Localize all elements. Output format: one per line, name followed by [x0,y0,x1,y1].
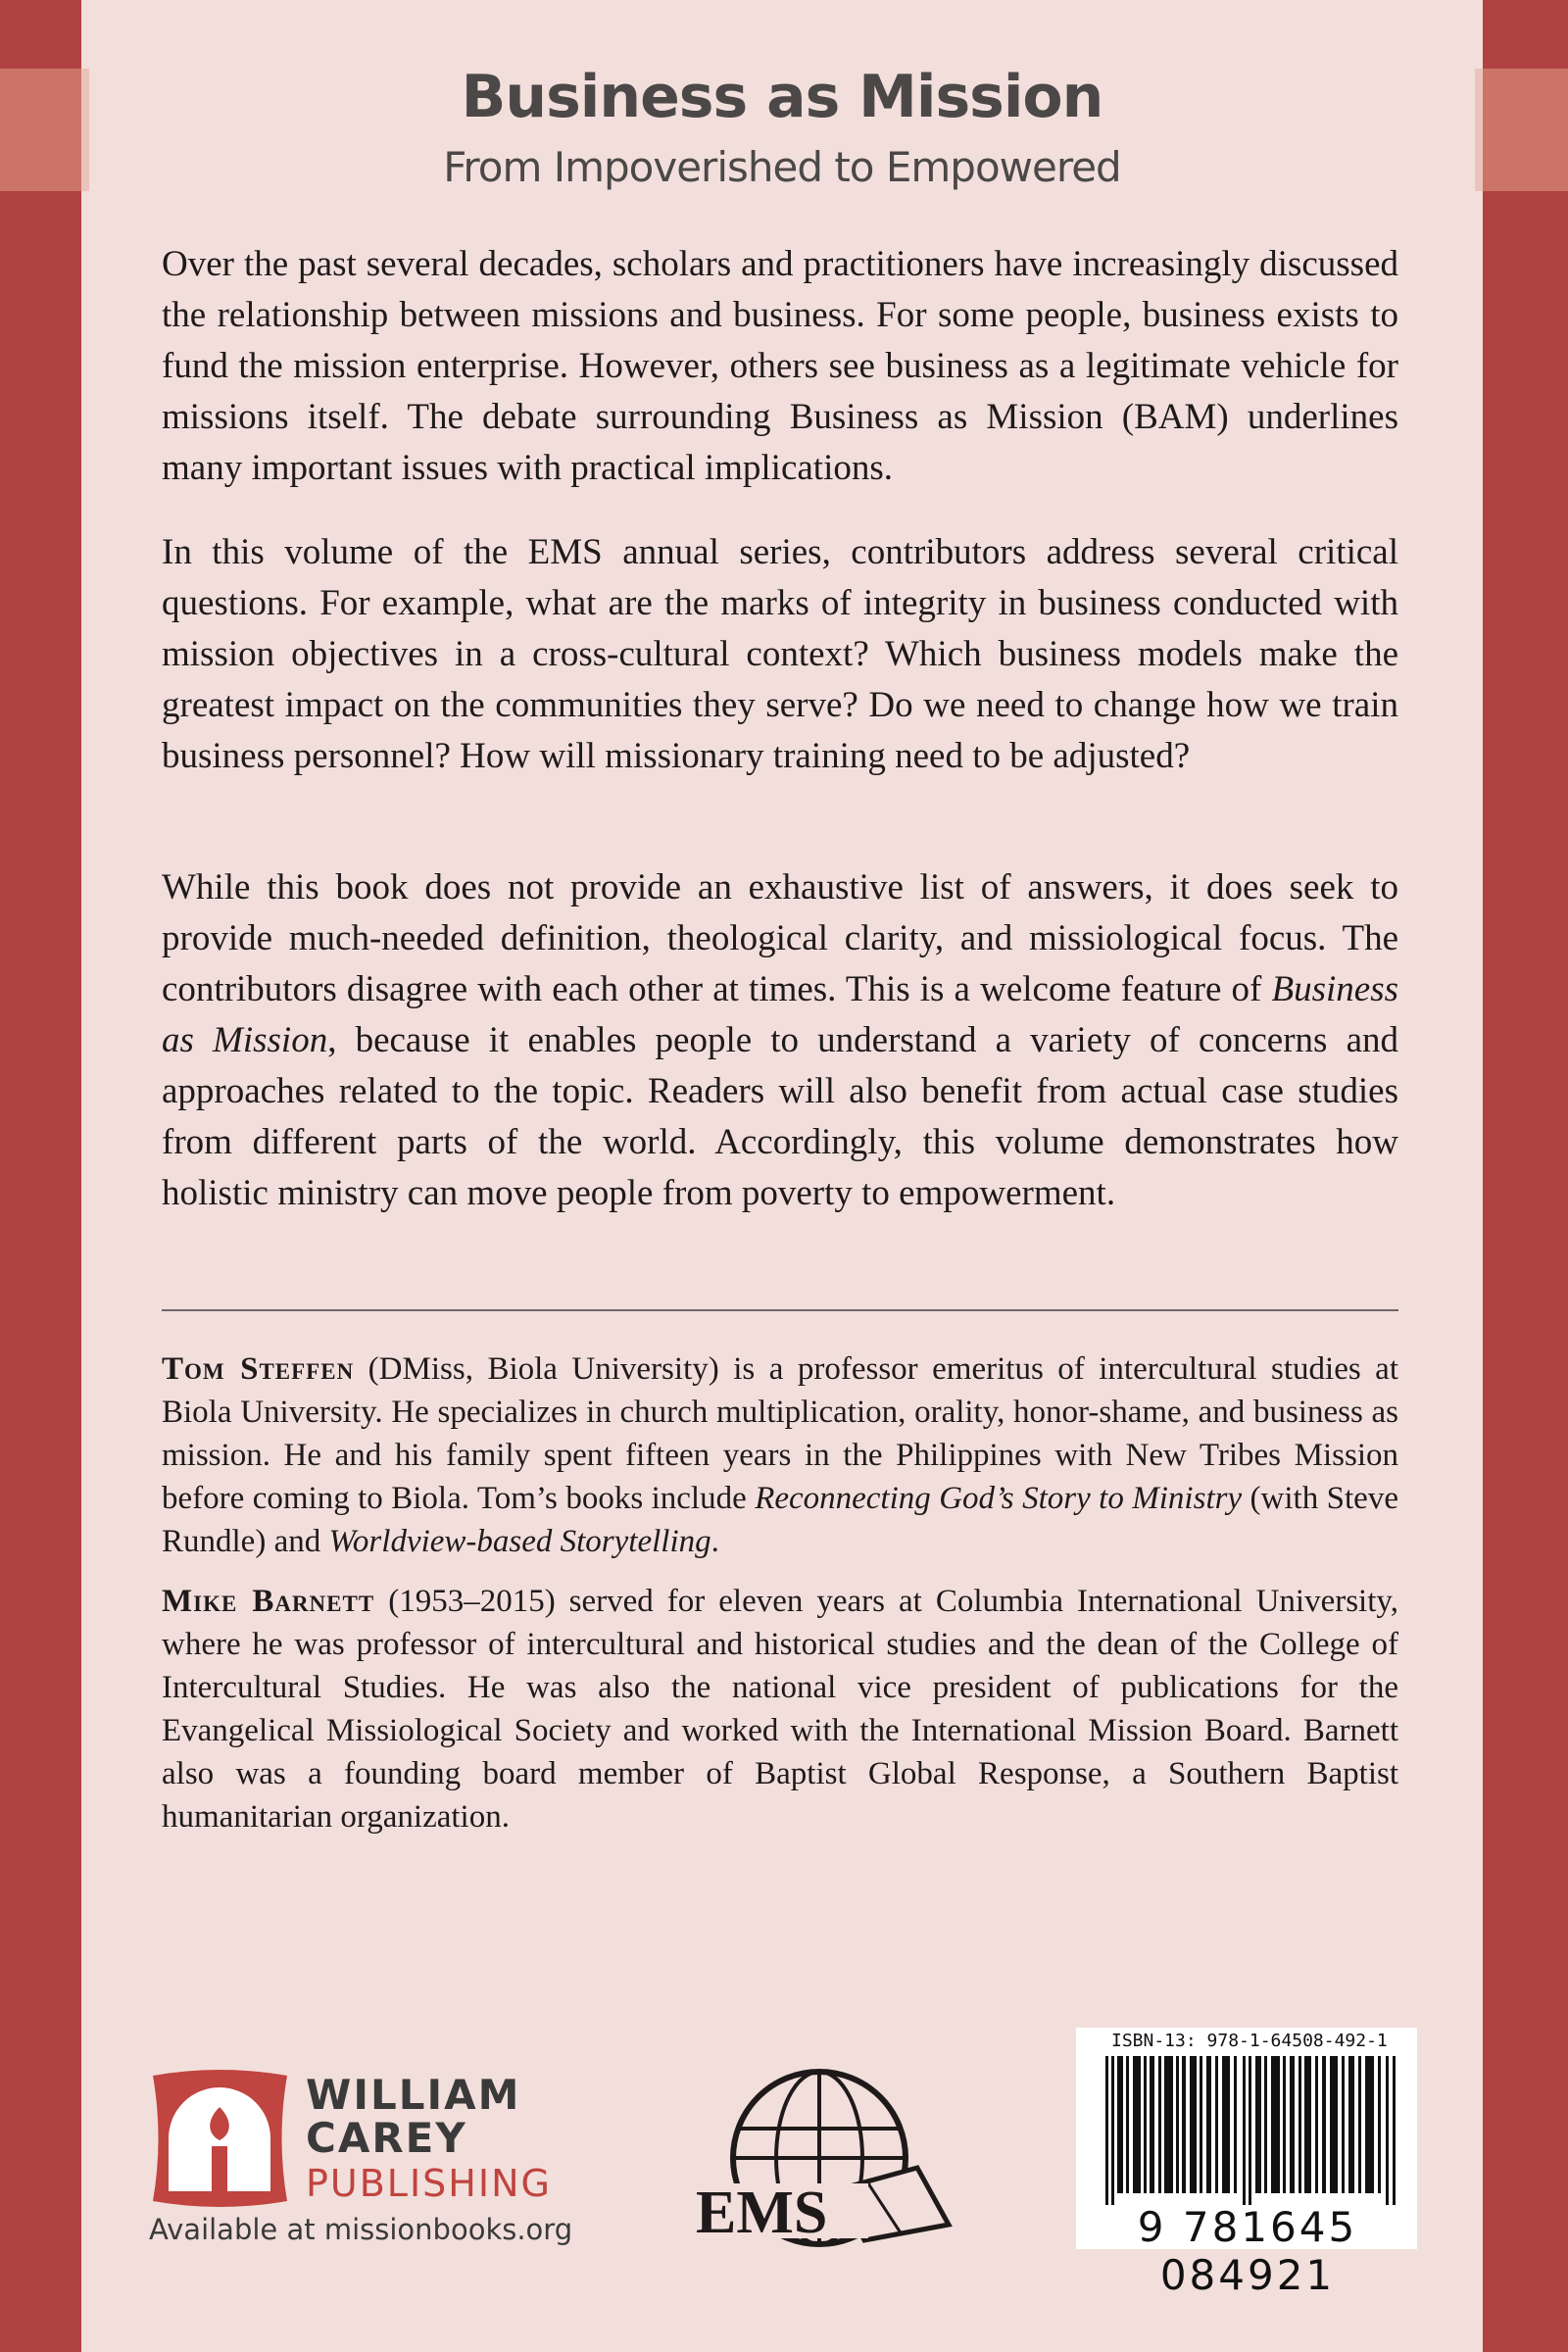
publisher-name-line-2: CAREY [306,2114,467,2162]
right-accent-band [1483,69,1568,191]
p3-text-a: While this book does not provide an exhaustive list of answers, it does seek to provide much-needed definition, theological clarity, and missiological focus. The contributors disagree with each other at times. This is a welcome feature of [162,867,1398,1009]
bio-mike-barnett [162,1580,1398,1838]
ems-globe-logo-icon [692,2060,956,2256]
description-paragraph-3 [162,862,1398,1219]
barcode-bars [1105,2056,1399,2205]
steffen-book-2: Worldview-based Storytelling [328,1524,711,1559]
barnett-bio-text: (1953–2015) served for eleven years at Columbia International University, where he was professor of intercultural and historical studies and the dean of the College of Intercultural Studies. He was also the national vice president of publications for the Evangelical Missiological Society and worked with the International Mission Board. Barnett also was a founding board member of Baptist Global Response, a Southern Baptist humanitarian organization. [162,1584,1399,1835]
steffen-book-1: Reconnecting God’s Story to Ministry [755,1481,1243,1516]
isbn-label: ISBN-13: 978-1-64508-492-1 [1111,2031,1388,2051]
description-paragraph-1: Over the past several decades, scholars and practitioners have increasingly discussed the relationship between missions and business. For some people, business exists to fund the mission enterprise. However, others see business as a legitimate vehicle for missions itself. The debate surrounding Business as Mission (BAM) underlines many important issues with practical implications. [162,244,1398,488]
book-subtitle: From Impoverished to Empowered [443,143,1121,191]
book-title: Business as Mission [461,63,1103,131]
steffen-bio-text-2: (with Steve Rundle) and [162,1481,1398,1559]
bio-tom-steffen [162,1348,1398,1563]
author-name-barnett: Mike Barnett [162,1584,375,1619]
section-divider [162,1309,1398,1311]
p3-book-title: Business as Mission [162,969,1398,1060]
publisher-name-line-3: PUBLISHING [306,2162,552,2205]
author-name-steffen: Tom Steffen [162,1351,355,1387]
steffen-bio-text-3: . [710,1524,719,1559]
availability-note: Available at missionbooks.org [149,2213,573,2246]
flame-logo-icon [149,2070,291,2207]
steffen-bio-text-1: (DMiss, Biola University) is a professor emeritus of intercultural studies at Biola University. He specializes in church multiplication, orality, honor-shame, and business as mission. He and his family spent fifteen years in the Philippines with New Tribes Mission before coming to Biola. Tom’s books include [162,1351,1398,1516]
p3-text-b: , because it enables people to understand a variety of concerns and approaches related to the topic. Readers will also benefit from actual case studies from different parts of the world. Accordingly, this volume demonstrates how holistic ministry can move people from poverty to empowerment. [162,1020,1398,1213]
left-accent-band [0,69,81,191]
barcode-digits: 9 781645 084921 [1137,2203,1358,2299]
publisher-name-line-1: WILLIAM [306,2071,521,2119]
ems-logo-text: EMS [696,2180,828,2246]
description-paragraph-2: In this volume of the EMS annual series, contributors address several critical questions. For example, what are the marks of integrity in business conducted with mission objectives in a cross-cultural context? Which business models make the greatest impact on the communities they serve? Do we need to change how we train business personnel? How will missionary training need to be adjusted? [162,532,1398,776]
